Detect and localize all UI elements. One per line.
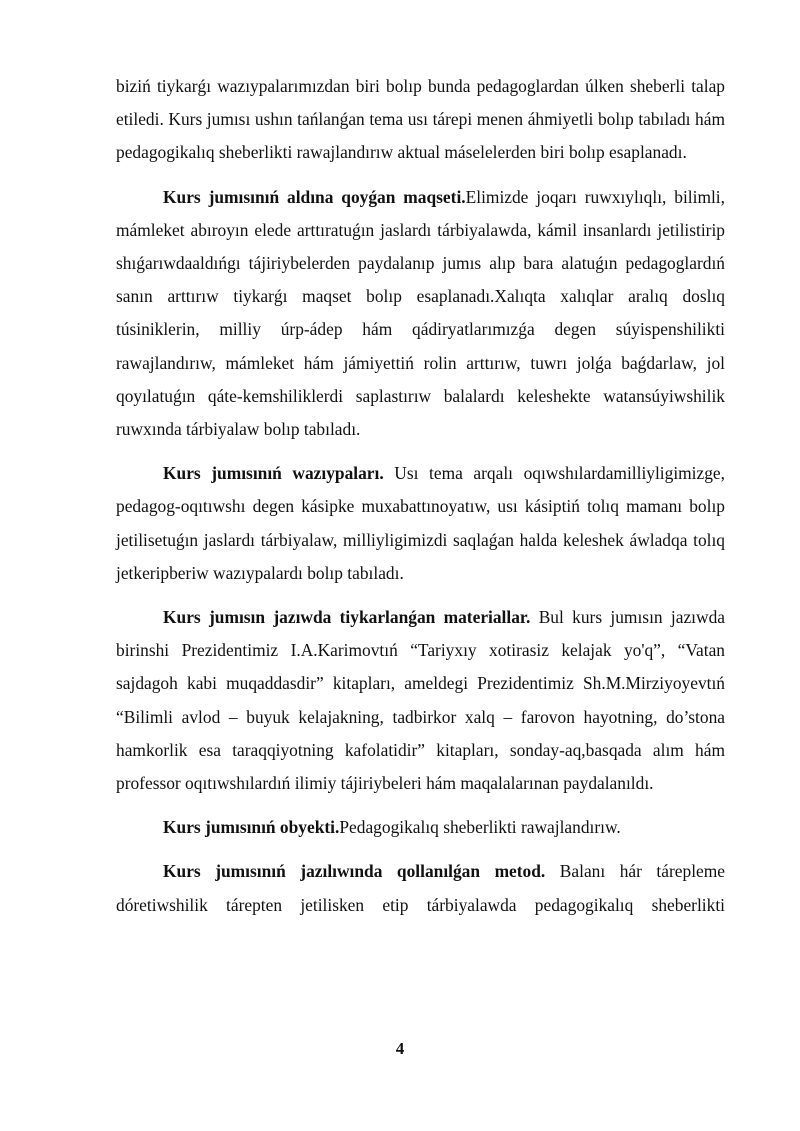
paragraph-heading: Kurs jumısınıń aldına qoyǵan maqseti. (163, 186, 466, 207)
paragraph-course-goal (116, 181, 725, 447)
paragraph-heading: Kurs jumısınıń wazıypaları. (163, 463, 384, 484)
paragraph-text: Bul kurs jumısın jazıwda birinshi Prezidentimiz I.A.Karimovtıń “Tariyxıy xotirasiz kelajak yo'q”, “Vatan sajdagoh kabi muqaddasdir” kitapları, ameldegi Prezidentimiz Sh.M.Mirziyoyevtıń “Bilimli avlod – buyuk kelajakning, tadbirkor xalq – farovon hayotning, do’stona hamkorlik esa taraqqiyotning kafolatidir” kitapları, sonday-aq,basqada alım hám professor oqıtıwshılardıń ilimiy tájiriybeleri hám maqalalarınan paydalanıldı. (116, 607, 725, 794)
paragraph-text: Pedagogikalıq sheberlikti rawajlandırıw. (339, 817, 621, 838)
paragraph-course-method (116, 855, 725, 921)
paragraph-intro-continuation (116, 70, 725, 170)
paragraph-text: Balanı hár tárepleme dóretiwshilik tárepten jetilisken etip tárbiyalawda pedagogikalıq sheberlikti (116, 861, 725, 915)
paragraph-heading: Kurs jumısınıń jazılıwında qollanılǵan metod. (163, 861, 546, 882)
paragraph-text: biziń tiykarǵı wazıypalarımızdan biri bolıp bunda pedagoglardan úlken sheberli talap etiledi. Kurs jumısı ushın tańlanǵan tema usı tárepi menen áhmiyetli bolıp tabıladı hám pedagogikalıq sheberlikti rawajlandırıw aktual máselelerden biri bolıp esaplanadı. (116, 76, 725, 163)
paragraph-text: Usı tema arqalı oqıwshılardamilliyligimizge, pedagog-oqıtıwshı degen kásipke muxabattınoyatıw, usı kásiptiń tolıq mamanı bolıp jetilisetuǵın jaslardı tárbiyalaw, milliyligimizdi saqlaǵan halda keleshek áwladqa tolıq jetkeripberiw wazıypalardı bolıp tabıladı. (116, 463, 725, 583)
page-number: 4 (395, 1039, 405, 1058)
paragraph-course-tasks (116, 457, 725, 590)
paragraph-course-materials (116, 601, 725, 800)
paragraph-course-object (116, 811, 725, 844)
paragraph-heading: Kurs jumısın jazıwda tiykarlanǵan materiallar. (163, 607, 531, 628)
paragraph-text: Elimizde joqarı ruwxıylıqlı, bilimli, mámleket abıroyın elede arttıratuǵın jaslardı tárbiyalawda, kámil insanlardı jetilistirip shıǵarıwdaaldıńgı tájiriybelerden paydalanıp jumıs alıp bara alatuǵın pedagoglardıń sanın arttırıw tiykarǵı maqset bolıp esaplanadı.Xalıqta xalıqlar aralıq doslıq túsiniklerin, milliy úrp-ádep hám qádiryatlarımızǵa degen súyispenshilikti rawajlandırıw, mámleket hám jámiyettiń rolin arttırıw, tuwrı jolǵa baǵdarlaw, jol qoyılatuǵın qáte-kemshiliklerdi saplastırıw balalardı keleshekte watansúyiwshilik ruwxında tárbiyalaw bolıp tabıladı. (116, 186, 725, 440)
document-page (116, 70, 725, 933)
paragraph-heading: Kurs jumısınıń obyekti. (163, 817, 340, 838)
